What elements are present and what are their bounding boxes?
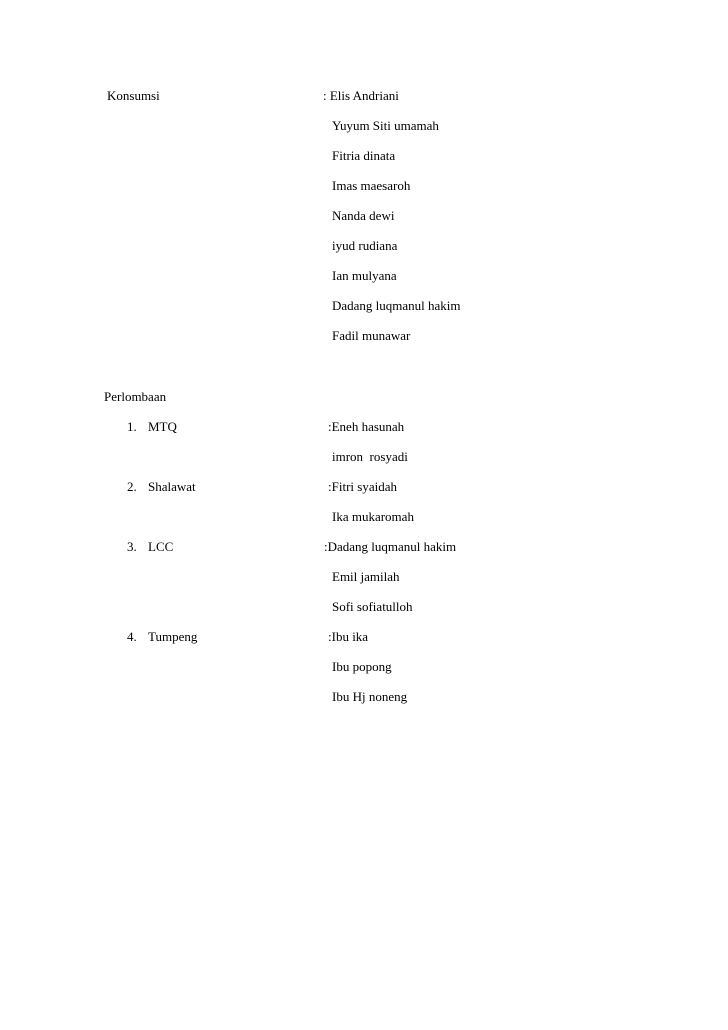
member-name: Ibu popong [332,659,392,674]
member-name: Fitria dinata [332,148,396,163]
list-number: 3. [127,539,137,554]
section-label-konsumsi: Konsumsi [107,88,160,103]
member-name: Ika mukaromah [332,509,414,524]
member-name: Sofi sofiatulloh [332,599,413,614]
competition-name: LCC [148,539,174,554]
member-name: Dadang luqmanul hakim [332,298,461,313]
member-name: :Fitri syaidah [328,479,397,494]
member-name: Emil jamilah [332,569,400,584]
section-label-perlombaan: Perlombaan [104,389,167,404]
member-name: Imas maesaroh [332,178,411,193]
competition-name: Shalawat [148,479,196,494]
list-number: 1. [127,419,137,434]
member-name: Nanda dewi [332,208,395,223]
member-name: imron rosyadi [332,449,408,464]
member-name: :Ibu ika [328,629,369,644]
member-name: iyud rudiana [332,238,398,253]
list-number: 2. [127,479,137,494]
member-name: Fadil munawar [332,328,411,343]
member-name: :Dadang luqmanul hakim [324,539,457,554]
member-name: :Eneh hasunah [328,419,405,434]
competition-name: MTQ [148,419,177,434]
member-name: : Elis Andriani [323,88,399,103]
list-number: 4. [127,629,137,644]
competition-name: Tumpeng [148,629,198,644]
member-name: Ian mulyana [332,268,397,283]
member-name: Yuyum Siti umamah [332,118,439,133]
member-name: Ibu Hj noneng [332,689,408,704]
